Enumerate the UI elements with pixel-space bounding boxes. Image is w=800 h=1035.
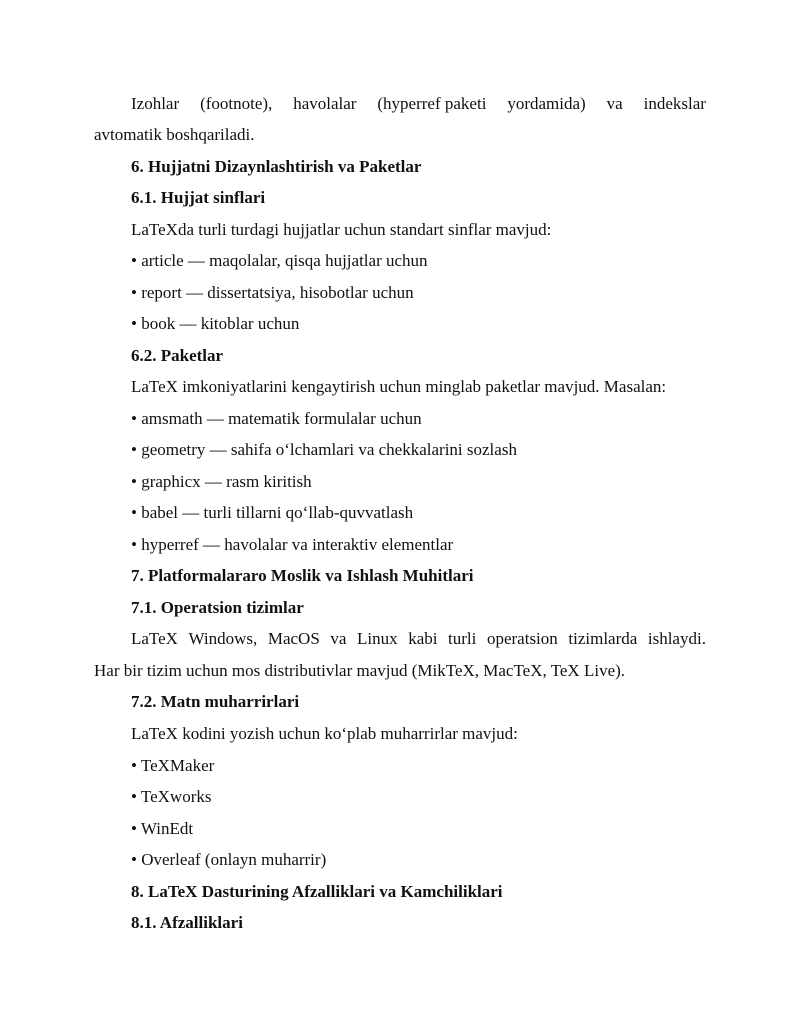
section-7-1-heading: 7.1. Operatsion tizimlar: [131, 598, 304, 617]
list-item: • amsmath — matematik formulalar uchun: [131, 409, 422, 428]
word: va: [330, 629, 347, 648]
word: Linux: [357, 629, 398, 648]
word: Windows,: [188, 629, 258, 648]
list-item: • hyperref — havolalar va interaktiv elementlar: [131, 535, 454, 554]
list-item: • geometry — sahifa o‘lchamlari va chekkalarini sozlash: [131, 440, 517, 459]
word: havolalar: [293, 94, 357, 113]
word: kabi: [408, 629, 438, 648]
word: (footnote),: [200, 94, 273, 113]
section-7-2-intro: LaTeX kodini yozish uchun ko‘plab muharrirlar mavjud:: [131, 724, 518, 743]
list-item: • WinEdt: [131, 819, 194, 838]
section-6-1-heading: 6.1. Hujjat sinflari: [131, 188, 266, 207]
list-item: • babel — turli tillarni qo‘llab-quvvatlash: [131, 503, 414, 522]
word: Izohlar: [131, 94, 180, 113]
list-item: • report — dissertatsiya, hisobotlar uchun: [131, 283, 414, 302]
list-item: • TeXMaker: [131, 756, 215, 775]
word: operatsion: [486, 629, 558, 648]
word: LaTeX: [131, 629, 178, 648]
section-7-1-paragraph-line-2: Har bir tizim uchun mos distributivlar mavjud (MikTeX, MacTeX, TeX Live).: [94, 661, 626, 680]
word: tizimlarda: [568, 629, 638, 648]
word: turli: [448, 629, 477, 648]
section-6-2-heading: 6.2. Paketlar: [131, 346, 224, 365]
word: (hyperref paketi: [377, 94, 487, 113]
list-item: • article — maqolalar, qisqa hujjatlar uchun: [131, 251, 428, 270]
section-7-2-heading: 7.2. Matn muharrirlari: [131, 692, 300, 711]
list-item: • Overleaf (onlayn muharrir): [131, 850, 327, 869]
intro-paragraph-line-1: [131, 93, 706, 115]
word: va: [606, 94, 623, 113]
section-6-1-intro: LaTeXda turli turdagi hujjatlar uchun standart sinflar mavjud:: [131, 220, 552, 239]
section-7-heading: 7. Platformalararo Moslik va Ishlash Muhitlari: [131, 566, 474, 585]
word: ishlaydi.: [647, 629, 706, 648]
intro-paragraph-line-2: avtomatik boshqariladi.: [94, 125, 255, 144]
section-6-2-intro: LaTeX imkoniyatlarini kengaytirish uchun minglab paketlar mavjud. Masalan:: [131, 377, 667, 396]
section-8-1-heading: 8.1. Afzalliklari: [131, 913, 243, 932]
list-item: • graphicx — rasm kiritish: [131, 472, 312, 491]
word: indekslar: [643, 94, 706, 113]
section-7-1-paragraph-line-1: [131, 628, 706, 650]
section-6-heading: 6. Hujjatni Dizaynlashtirish va Paketlar: [131, 157, 422, 176]
section-8-heading: 8. LaTeX Dasturining Afzalliklari va Kamchiliklari: [131, 882, 503, 901]
list-item: • book — kitoblar uchun: [131, 314, 300, 333]
word: MacOS: [267, 629, 320, 648]
word: yordamida): [507, 94, 586, 113]
list-item: • TeXworks: [131, 787, 212, 806]
